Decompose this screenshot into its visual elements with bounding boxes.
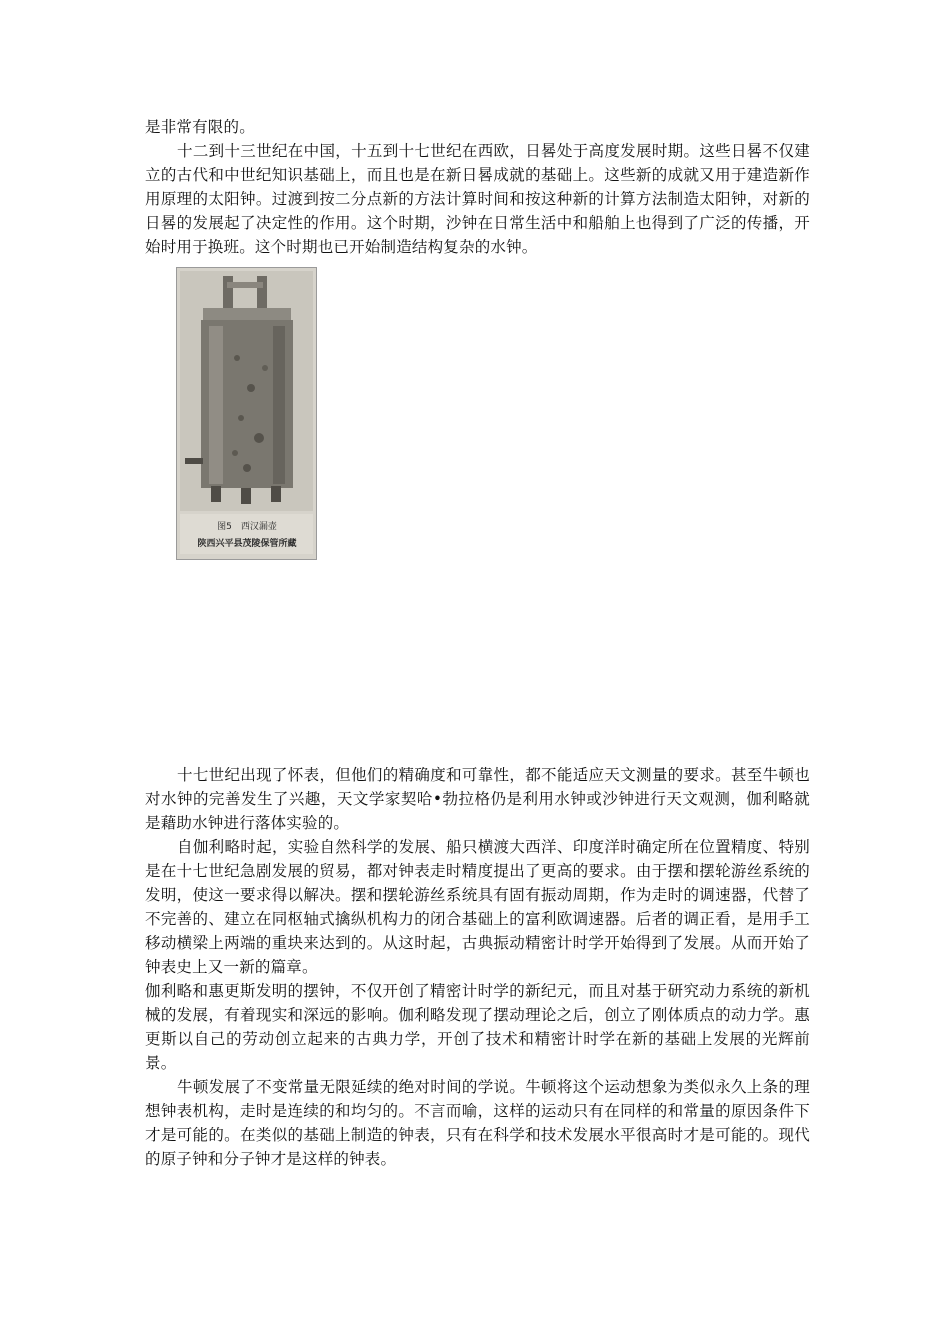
bottom-text-block [145, 763, 810, 1171]
top-text-block [145, 115, 810, 259]
water-clock-image [177, 268, 316, 559]
figure-water-clock-photo [176, 267, 317, 560]
paragraph-continuation: 是非常有限的。 [145, 118, 255, 136]
figure-caption-title: 图5 西汉漏壶 [217, 522, 277, 532]
figure-caption-source: 陕西兴平县茂陵保管所藏 [197, 539, 297, 549]
paragraph-pendulum-clock: 伽利略和惠更斯发明的摆钟，不仅开创了精密计时学的新纪元，而且对基于研究动力系统的新机械的发展，有着现实和深远的影响。伽利略发现了摆动理论之后，创立了刚体质点的动力学。惠更斯以自己的劳动创立起来的古典力学，开创了技术和精密计时学在新的基础上发展的光辉前景。 [145, 982, 810, 1072]
paragraph-sundial-development: 十二到十三世纪在中国，十五到十七世纪在西欧，日晷处于高度发展时期。这些日晷不仅建立的古代和中世纪知识基础上，而且也是在新日晷成就的基础上。这些新的成就又用于建造新作用原理的太阳钟。过渡到按二分点新的方法计算时间和按这种新的计算方法制造太阳钟，对新的日晷的发展起了决定性的作用。这个时期，沙钟在日常生活中和船舶上也得到了广泛的传播，开始时用于换班。这个时期也已开始制造结构复杂的水钟。 [145, 142, 810, 256]
paragraph-galileo-era: 自伽利略时起，实验自然科学的发展、船只横渡大西洋、印度洋时确定所在位置精度、特别是在十七世纪急剧发展的贸易，都对钟表走时精度提出了更高的要求。由于摆和摆轮游丝系统的发明，使这一要求得以解决。摆和摆轮游丝系统具有固有振动周期，作为走时的调速器，代替了不完善的、建立在同枢轴式擒纵机构力的闭合基础上的富利欧调速器。后者的调正看，是用手工移动横梁上两端的重块来达到的。从这时起，古典振动精密计时学开始得到了发展。从而开始了钟表史上又一新的篇章。 [145, 838, 810, 976]
paragraph-newton-time: 牛顿发展了不变常量无限延续的绝对时间的学说。牛顿将这个运动想象为类似永久上条的理想钟表机构，走时是连续的和均匀的。不言而喻，这样的运动只有在同样的和常量的原因条件下才是可能的。在类似的基础上制造的钟表，只有在科学和技术发展水平很高时才是可能的。现代的原子钟和分子钟才是这样的钟表。 [145, 1078, 810, 1168]
paragraph-pocket-watch: 十七世纪出现了怀表，但他们的精确度和可靠性，都不能适应天文测量的要求。甚至牛顿也对水钟的完善发生了兴趣，天文学家契哈•勃拉格仍是利用水钟或沙钟进行天文观测，伽利略就是藉助水钟进行落体实验的。 [145, 766, 810, 832]
